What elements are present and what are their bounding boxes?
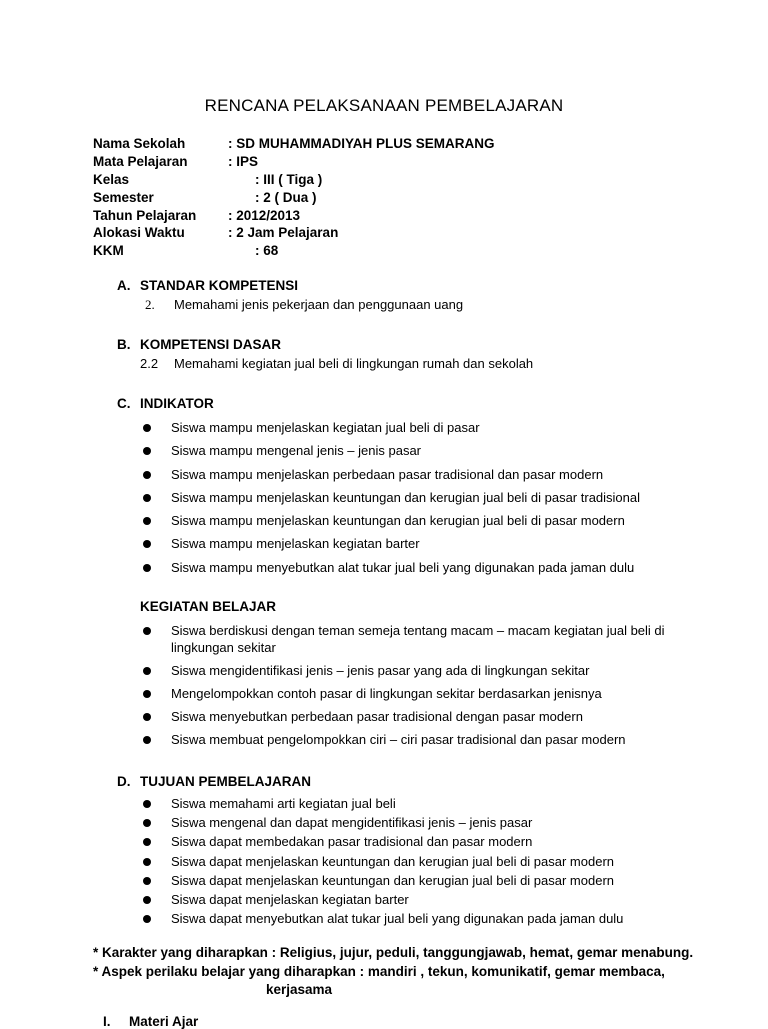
list-item-text: Siswa mampu menjelaskan perbedaan pasar tradisional dan pasar modern: [171, 466, 604, 482]
bullet-icon: [143, 896, 151, 904]
bullet-icon: [143, 819, 151, 827]
kompetensi-dasar-item: [140, 356, 533, 371]
aspek-note-continuation: kerjasama: [266, 982, 333, 997]
list-item-text: Siswa mampu menjelaskan keuntungan dan kerugian jual beli di pasar tradisional: [171, 489, 641, 505]
info-label: Alokasi Waktu: [93, 225, 185, 241]
bullet-icon: [143, 800, 151, 808]
list-item-text: Siswa menyebutkan perbedaan pasar tradisional dengan pasar modern: [171, 709, 583, 724]
section-d-heading: [117, 774, 311, 789]
list-item: [140, 489, 700, 512]
bullet-icon: [143, 627, 151, 635]
list-item-text: Siswa mampu menjelaskan kegiatan jual beli di pasar: [171, 420, 480, 435]
section-letter: I.: [103, 1014, 111, 1029]
bullet-icon: [143, 690, 151, 698]
info-label: Nama Sekolah: [93, 136, 186, 151]
section-title: STANDAR KOMPETENSI: [140, 278, 299, 293]
bullet-icon: [143, 564, 151, 572]
tujuan-list: [140, 795, 700, 929]
bullet-icon: [143, 877, 151, 885]
section-title: INDIKATOR: [140, 396, 214, 411]
bullet-icon: [143, 667, 151, 675]
section-title: TUJUAN PEMBELAJARAN: [140, 774, 312, 789]
list-item-text: Siswa dapat menjelaskan keuntungan dan kerugian jual beli di pasar modern: [171, 853, 615, 869]
section-letter: D.: [117, 774, 131, 789]
list-item: [140, 512, 700, 535]
info-value: : IPS: [228, 153, 259, 169]
info-label: Mata Pelajaran: [93, 153, 188, 169]
list-item-text: Siswa berdiskusi dengan teman semeja tentang macam – macam kegiatan jual beli di lingkungan sekitar: [171, 623, 665, 655]
standar-kompetensi-item: [140, 297, 463, 313]
bullet-icon: [143, 858, 151, 866]
info-value: : 2012/2013: [228, 207, 301, 223]
info-label: Semester: [93, 189, 154, 205]
bullet-icon: [143, 471, 151, 479]
info-label: Tahun Pelajaran: [93, 207, 197, 223]
info-label: Kelas: [93, 171, 130, 187]
list-item: [140, 795, 700, 814]
list-item-text: Siswa mampu menjelaskan keuntungan dan kerugian jual beli di pasar modern: [171, 513, 625, 529]
section-c-heading: [117, 396, 214, 411]
bullet-icon: [143, 915, 151, 923]
list-item-text: Siswa mengenal dan dapat mengidentifikasi jenis – jenis pasar: [171, 815, 533, 831]
list-item: [140, 731, 680, 748]
item-text: Memahami jenis pekerjaan dan penggunaan uang: [174, 297, 464, 312]
bullet-icon: [143, 424, 151, 432]
bullet-icon: [143, 517, 151, 525]
list-item: [140, 466, 700, 489]
item-number: 2.: [145, 297, 155, 312]
list-item-text: Siswa mampu menyebutkan alat tukar jual beli yang digunakan pada jaman dulu: [171, 559, 635, 575]
list-item: [140, 814, 700, 833]
section-letter: B.: [117, 337, 131, 352]
bullet-icon: [143, 713, 151, 721]
info-value: : 2 Jam Pelajaran: [228, 225, 339, 241]
section-letter: C.: [117, 396, 131, 411]
section-title: Materi Ajar: [129, 1014, 199, 1029]
list-item: [140, 535, 700, 558]
document-title: RENCANA PELAKSANAAN PEMBELAJARAN: [204, 96, 564, 115]
list-item-text: Siswa mengidentifikasi jenis – jenis pasar yang ada di lingkungan sekitar: [171, 663, 590, 678]
section-b-heading: [117, 337, 281, 352]
list-item-text: Siswa memahami arti kegiatan jual beli: [171, 796, 396, 811]
list-item: [140, 853, 700, 872]
list-item: [140, 442, 700, 465]
list-item-text: Siswa mampu mengenal jenis – jenis pasar: [171, 443, 422, 459]
karakter-note: * Karakter yang diharapkan : Religius, jujur, peduli, tanggungjawab, hemat, gemar menabung.: [93, 945, 694, 960]
list-item-text: Siswa dapat menyebutkan alat tukar jual beli yang digunakan pada jaman dulu: [171, 911, 624, 927]
info-value: : III ( Tiga ): [255, 171, 323, 187]
bullet-icon: [143, 447, 151, 455]
aspek-note: * Aspek perilaku belajar yang diharapkan : mandiri , tekun, komunikatif, gemar membaca,: [93, 964, 665, 979]
bullet-icon: [143, 838, 151, 846]
list-item: [140, 910, 700, 929]
bullet-icon: [143, 540, 151, 548]
item-number: 2.2: [140, 356, 159, 371]
list-item: [140, 833, 700, 852]
list-item: [140, 419, 700, 442]
section-a-heading: [117, 278, 298, 293]
bullet-icon: [143, 736, 151, 744]
list-item: [140, 622, 680, 656]
list-item-text: Siswa dapat membedakan pasar tradisional dan pasar modern: [171, 834, 533, 850]
list-item-text: Siswa membuat pengelompokkan ciri – ciri pasar tradisional dan pasar modern: [171, 732, 626, 747]
section-letter: A.: [117, 278, 131, 293]
indikator-list: [140, 419, 700, 582]
list-item-text: Mengelompokkan contoh pasar di lingkungan sekitar berdasarkan jenisnya: [171, 686, 602, 701]
list-item: [140, 559, 700, 582]
bullet-icon: [143, 494, 151, 502]
list-item-text: Siswa dapat menjelaskan keuntungan dan kerugian jual beli di pasar modern: [171, 872, 615, 888]
info-label: KKM: [93, 243, 124, 259]
list-item: [140, 685, 680, 702]
list-item-text: Siswa mampu menjelaskan kegiatan barter: [171, 536, 420, 552]
info-value: : 2 ( Dua ): [255, 189, 317, 205]
section-title: KOMPETENSI DASAR: [140, 337, 282, 352]
list-item: [140, 662, 680, 679]
kegiatan-list: [140, 622, 680, 754]
materi-ajar-heading: [103, 1014, 198, 1029]
kegiatan-belajar-heading: KEGIATAN BELAJAR: [140, 599, 277, 614]
list-item: [140, 891, 700, 910]
info-value: : SD MUHAMMADIYAH PLUS SEMARANG: [228, 136, 495, 151]
list-item: [140, 708, 680, 725]
list-item-text: Siswa dapat menjelaskan kegiatan barter: [171, 891, 409, 907]
list-item: [140, 872, 700, 891]
info-value: : 68: [255, 243, 279, 259]
item-text: Memahami kegiatan jual beli di lingkungan rumah dan sekolah: [174, 356, 534, 371]
